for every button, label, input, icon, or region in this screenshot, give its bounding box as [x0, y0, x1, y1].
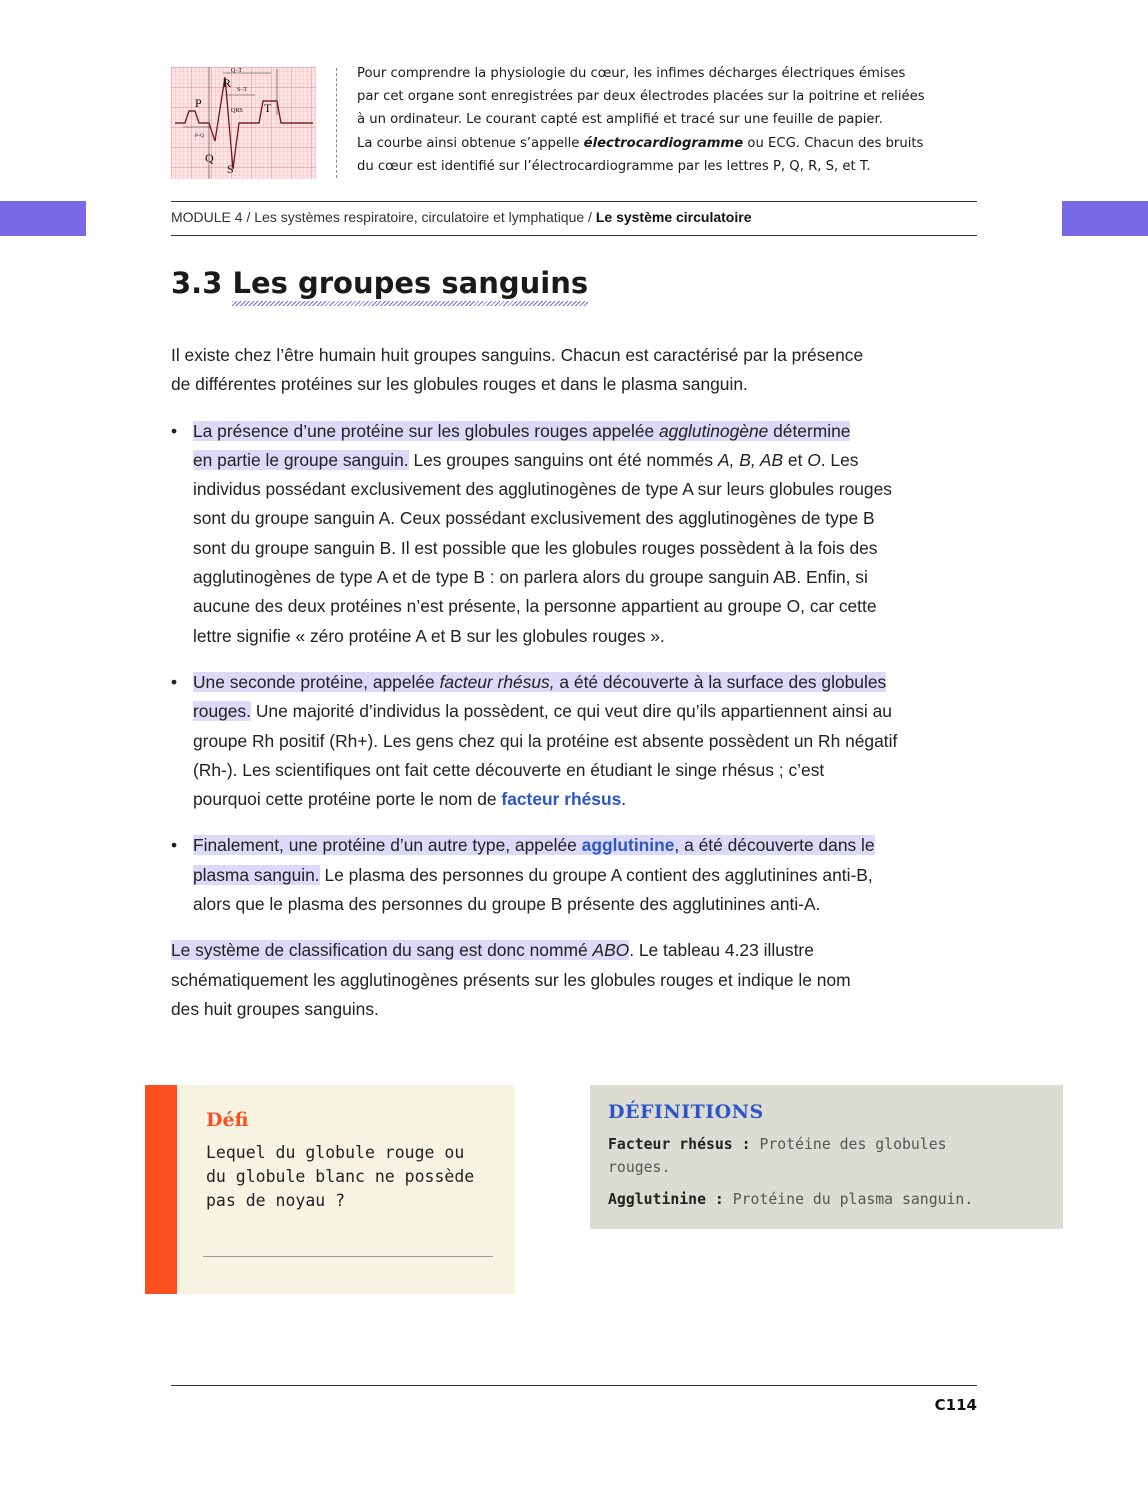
highlight — [193, 672, 886, 692]
text-part: La présence d’une protéine sur les globules rouges appelée — [193, 420, 660, 441]
text-line: sont du groupe sanguin B. Il est possible que les globules rouges possèdent à la fois des — [193, 537, 878, 558]
text-line: schématiquement les agglutinogènes présents sur les globules rouges et indique le nom — [171, 969, 851, 990]
text-part: Une seconde protéine, appelée — [193, 671, 440, 692]
breadcrumb-section: Les systèmes respiratoire, circulatoire et lymphatique — [254, 209, 585, 225]
breadcrumb-current: Le système circulatoire — [595, 209, 752, 225]
highlight: rouges. — [193, 701, 252, 722]
bullet-icon: • — [171, 671, 178, 692]
ecg-label-st: S–T — [237, 87, 248, 93]
breadcrumb-rule-top — [171, 201, 977, 202]
text-part: Le plasma des personnes du groupe A contient des agglutinines anti-B, — [319, 864, 873, 885]
ecg-label-p: P — [195, 96, 202, 110]
defi-question-line: pas de noyau ? — [206, 1191, 346, 1210]
ecg-label-s: S — [227, 162, 234, 176]
ecg-label-pq: P–Q — [195, 134, 204, 139]
text-line — [193, 668, 986, 697]
intro-text — [357, 62, 1027, 178]
intro-paragraph — [171, 341, 986, 400]
bullet-icon: • — [171, 835, 178, 856]
text-line — [193, 446, 986, 475]
text-part: détermine — [768, 420, 851, 441]
breadcrumb-module: MODULE 4 — [171, 209, 243, 225]
defi-accent-stripe — [145, 1085, 177, 1294]
text-line — [193, 697, 986, 726]
closing-paragraph — [171, 936, 986, 1024]
bullet-item-agglutinogene — [171, 417, 986, 651]
title-text: Les groupes sanguins — [232, 266, 589, 300]
definitions-heading: DÉFINITIONS — [608, 1101, 764, 1123]
text-part: Finalement, une protéine d’un autre type, appelée — [193, 835, 582, 856]
intro-line: Pour comprendre la physiologie du cœur, les infimes décharges électriques émises — [357, 66, 906, 81]
text-line: aucune des deux protéines n’est présente, la personne appartient au groupe O, car cette — [193, 596, 877, 617]
text-part: et — [783, 449, 808, 470]
highlight — [193, 421, 850, 441]
bullet-icon: • — [171, 420, 178, 441]
page-number: C114 — [934, 1396, 977, 1414]
text-line: sont du groupe sanguin A. Ceux possédant exclusivement des agglutinogènes de type B — [193, 508, 875, 529]
text-line — [193, 785, 986, 814]
text-line: lettre signifie « zéro protéine A et B sur les globules rouges ». — [193, 625, 665, 646]
intro-divider — [336, 68, 338, 178]
side-tab-left — [0, 201, 86, 236]
body-text — [171, 341, 986, 1041]
page-title — [171, 266, 588, 300]
text-line: alors que le plasma des personnes du groupe B présente des agglutinines anti-A. — [193, 894, 821, 915]
keyword-facteur-rhesus: facteur rhésus — [501, 789, 622, 810]
definition-text: Protéine des globules — [750, 1136, 947, 1153]
ecg-label-qt: Q–T — [231, 68, 242, 74]
highlight — [171, 940, 629, 960]
intro-line — [357, 132, 1027, 155]
breadcrumb-separator: / — [584, 209, 596, 225]
definition-term: Facteur rhésus : — [608, 1136, 751, 1153]
keyword-agglutinine: agglutinine — [581, 835, 675, 856]
text-part: Une majorité d’individus la possèdent, ce qui veut dire qu’ils appartiennent ainsi au — [251, 701, 892, 722]
text-line: des huit groupes sanguins. — [171, 998, 379, 1019]
defi-question-line: Lequel du globule rouge ou — [206, 1143, 465, 1162]
text-line: (Rh-). Les scientifiques ont fait cette découverte en étudiant le singe rhésus ; c’est — [193, 759, 825, 780]
text-part: , a été découverte dans le — [674, 835, 875, 856]
ecg-label-q: Q — [205, 151, 214, 165]
intro-line: à un ordinateur. Le courant capté est amplifié et tracé sur une feuille de papier. — [357, 112, 883, 128]
intro-line: par cet organe sont enregistrées par deux électrodes placées sur la poitrine et reliées — [357, 89, 925, 105]
defi-box — [145, 1085, 515, 1294]
intro-term: électrocardiogramme — [583, 135, 744, 151]
definitions-box — [590, 1085, 1063, 1229]
highlight: en partie le groupe sanguin. — [193, 449, 409, 470]
intro-text-part: ou ECG. Chacun des bruits — [743, 135, 924, 151]
text-part: Les groupes sanguins ont été nommés — [408, 449, 718, 470]
text-line — [193, 861, 986, 890]
definition-text: rouges. — [608, 1159, 671, 1176]
defi-question — [206, 1141, 506, 1213]
text-line: individus possédant exclusivement des agglutinogènes de type A sur leurs globules rouges — [193, 479, 892, 500]
ecg-label-r: R — [223, 76, 232, 90]
definition-term: Agglutinine : — [608, 1191, 724, 1208]
defi-answer-line[interactable] — [203, 1256, 493, 1257]
term: A, B, AB — [717, 449, 784, 470]
text-line — [193, 417, 986, 446]
text-part: . Les — [820, 449, 859, 470]
bullet-item-rhesus — [171, 668, 986, 814]
defi-question-line: du globule blanc ne possède — [206, 1167, 475, 1186]
intro-line: du cœur est identifié sur l’électrocardiogramme par les lettres P, Q, R, S, et T. — [357, 158, 871, 174]
term: agglutinogène — [659, 420, 769, 441]
text-line: agglutinogènes de type A et de type B : on parlera alors du groupe sanguin AB. Enfin, si — [193, 567, 868, 588]
text-part: . Le tableau 4.23 illustre — [629, 940, 814, 961]
bullet-item-agglutinine — [171, 831, 986, 919]
ecg-label-t: T — [264, 101, 272, 115]
text-part: Le système de classification du sang est donc nommé — [171, 940, 593, 961]
text-line — [193, 831, 986, 860]
footer-rule — [171, 1385, 977, 1386]
ecg-illustration — [171, 67, 316, 179]
breadcrumb — [171, 209, 751, 225]
text-line: Il existe chez l’être humain huit groupes sanguins. Chacun est caractérisé par la présence — [171, 345, 864, 365]
text-part: pourquoi cette protéine porte le nom de — [193, 789, 502, 810]
title-number: 3.3 — [171, 266, 233, 300]
breadcrumb-rule-bottom — [171, 235, 977, 236]
definition-item — [608, 1188, 973, 1211]
highlight — [193, 835, 875, 855]
definition-text: Protéine du plasma sanguin. — [723, 1191, 974, 1208]
definition-item — [608, 1133, 947, 1179]
term: facteur rhésus, — [439, 671, 555, 692]
breadcrumb-separator: / — [242, 209, 255, 225]
text-part: . — [621, 789, 627, 810]
ecg-label-qrs: QRS — [231, 108, 243, 114]
term: ABO — [592, 940, 630, 961]
text-part: a été découverte à la surface des globules — [554, 671, 887, 692]
defi-heading: Défi — [206, 1109, 249, 1131]
term: O — [807, 449, 821, 470]
side-tab-right — [1062, 201, 1148, 236]
highlight: plasma sanguin. — [193, 864, 320, 885]
intro-text-part: La courbe ainsi obtenue s’appelle — [357, 135, 580, 151]
text-line: groupe Rh positif (Rh+). Les gens chez qui la protéine est absente possèdent un Rh négatif — [193, 730, 898, 751]
text-line — [171, 936, 986, 965]
text-line: de différentes protéines sur les globules rouges et dans le plasma sanguin. — [171, 374, 748, 395]
